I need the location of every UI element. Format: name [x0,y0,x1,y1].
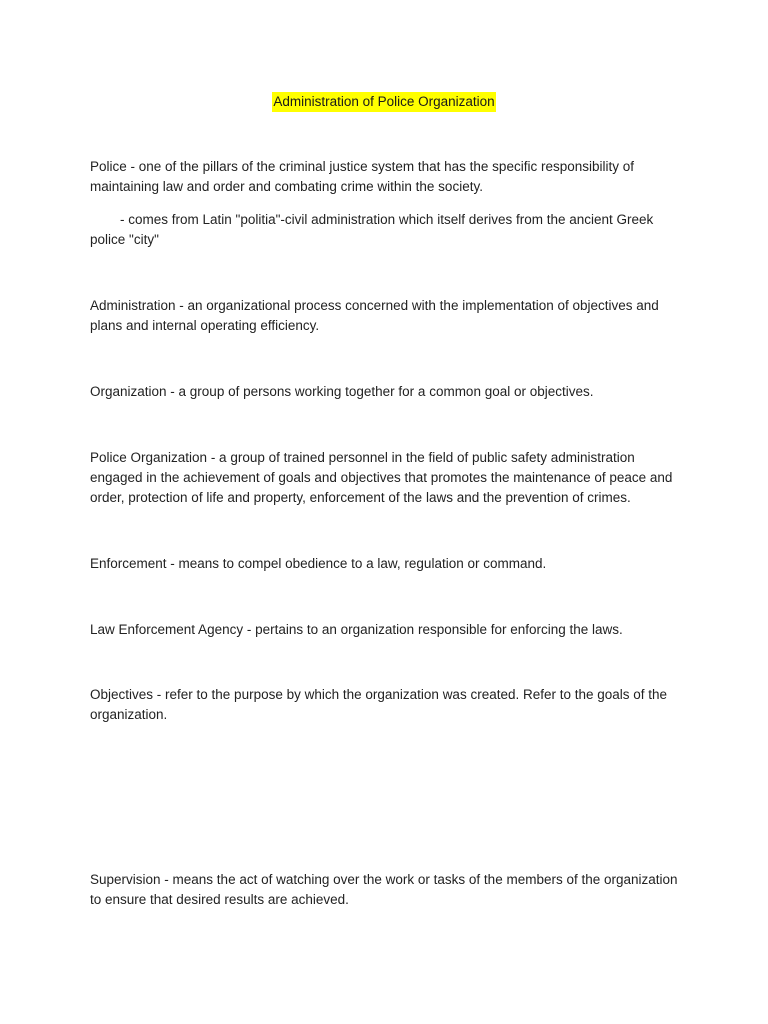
paragraph-law-enforcement-agency-definition: Law Enforcement Agency - pertains to an organization responsible for enforcing the laws. [90,622,623,637]
paragraph-supervision-definition: Supervision - means the act of watching over the work or tasks of the members of the organization to ensure that desired results are achieved. [90,872,678,907]
paragraph-police-definition: Police - one of the pillars of the criminal justice system that has the specific responsibility of maintaining law and order and combating crime within the society. [90,159,634,194]
paragraph-enforcement-definition: Enforcement - means to compel obedience to a law, regulation or command. [90,556,547,571]
paragraph-organization-definition: Organization - a group of persons working together for a common goal or objectives. [90,384,594,399]
paragraph-police-organization-definition: Police Organization - a group of trained personnel in the field of public safety administration engaged in the achievement of goals and objectives that promotes the maintenance of peace and order, protection of life and property, enforcement of the laws and the prevention of crimes. [90,450,673,505]
paragraph-police-etymology: - comes from Latin "politia"-civil administration which itself derives from the ancient Greek police "city" [90,212,654,247]
paragraph-administration-definition: Administration - an organizational process concerned with the implementation of objectives and plans and internal operating efficiency. [90,298,659,333]
document-title: Administration of Police Organization [272,92,495,112]
paragraph-objectives-definition: Objectives - refer to the purpose by which the organization was created. Refer to the goals of the organization. [90,687,668,722]
title-container [0,92,768,112]
